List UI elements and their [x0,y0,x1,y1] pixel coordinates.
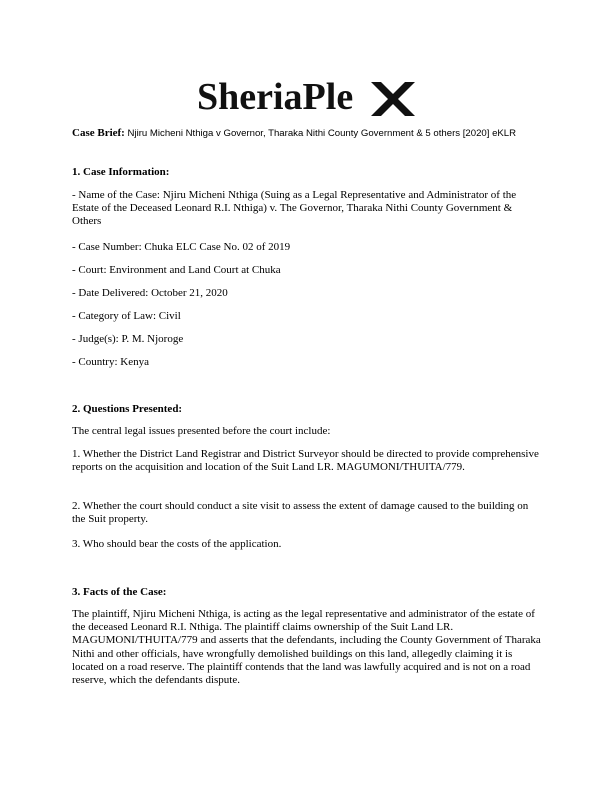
logo-text: SheriaPle [197,76,354,118]
case-brief-title: Njiru Micheni Nthiga v Governor, Tharaka Nithi County Government & 5 others [2020] eKLR [127,128,517,139]
date-item: - Date Delivered: October 21, 2020 [72,287,228,299]
section-3-heading: 3. Facts of the Case: [72,586,167,598]
case-number-item: - Case Number: Chuka ELC Case No. 02 of 2019 [72,241,291,253]
facts-paragraph: The plaintiff, Njiru Micheni Nthiga, is acting as the legal representative and administrator of the estate of the deceased Leonard R.I. Nthiga. The plaintiff claims ownership of the Suit Land LR. MAGUMONI/THUITA/779 and asserts that the defendants, including the County Government of Tharaka Nithi and other officials, have wrongfully demolished buildings on this land, allegedly claiming it is located on a road reserve. The plaintiff contends that the land was lawfully acquired and is not on a road reserve, which the defendants dispute. [72,608,541,687]
case-brief-line [72,127,544,140]
case-name-item: - Name of the Case: Njiru Micheni Nthiga (Suing as a Legal Representative and Administrator of the Estate of the Deceased Leonard R.I. Nthiga) v. The Governor, Tharaka Nithi County Government & Others [72,189,517,228]
judge-item: - Judge(s): P. M. Njoroge [72,333,184,345]
country-item: - Country: Kenya [72,356,149,368]
category-item: - Category of Law: Civil [72,310,181,322]
questions-intro: The central legal issues presented before the court include: [72,425,331,437]
court-item: - Court: Environment and Land Court at Chuka [72,264,281,276]
section-2-heading: 2. Questions Presented: [72,403,183,415]
question-item: 1. Whether the District Land Registrar and District Surveyor should be directed to provide comprehensive reports on the acquisition and location of the Suit Land LR. MAGUMONI/THUITA/779. [72,448,539,474]
sheriaplex-logo-image [193,72,423,118]
question-item: 3. Who should bear the costs of the application. [72,538,282,550]
section-1-heading: 1. Case Information: [72,166,170,178]
sheriaplex-logo [72,72,544,118]
logo-x-mark [371,82,415,116]
case-brief-label: Case Brief: [72,127,125,139]
question-item: 2. Whether the court should conduct a site visit to assess the extent of damage caused to the building on the Suit property. [72,500,529,526]
